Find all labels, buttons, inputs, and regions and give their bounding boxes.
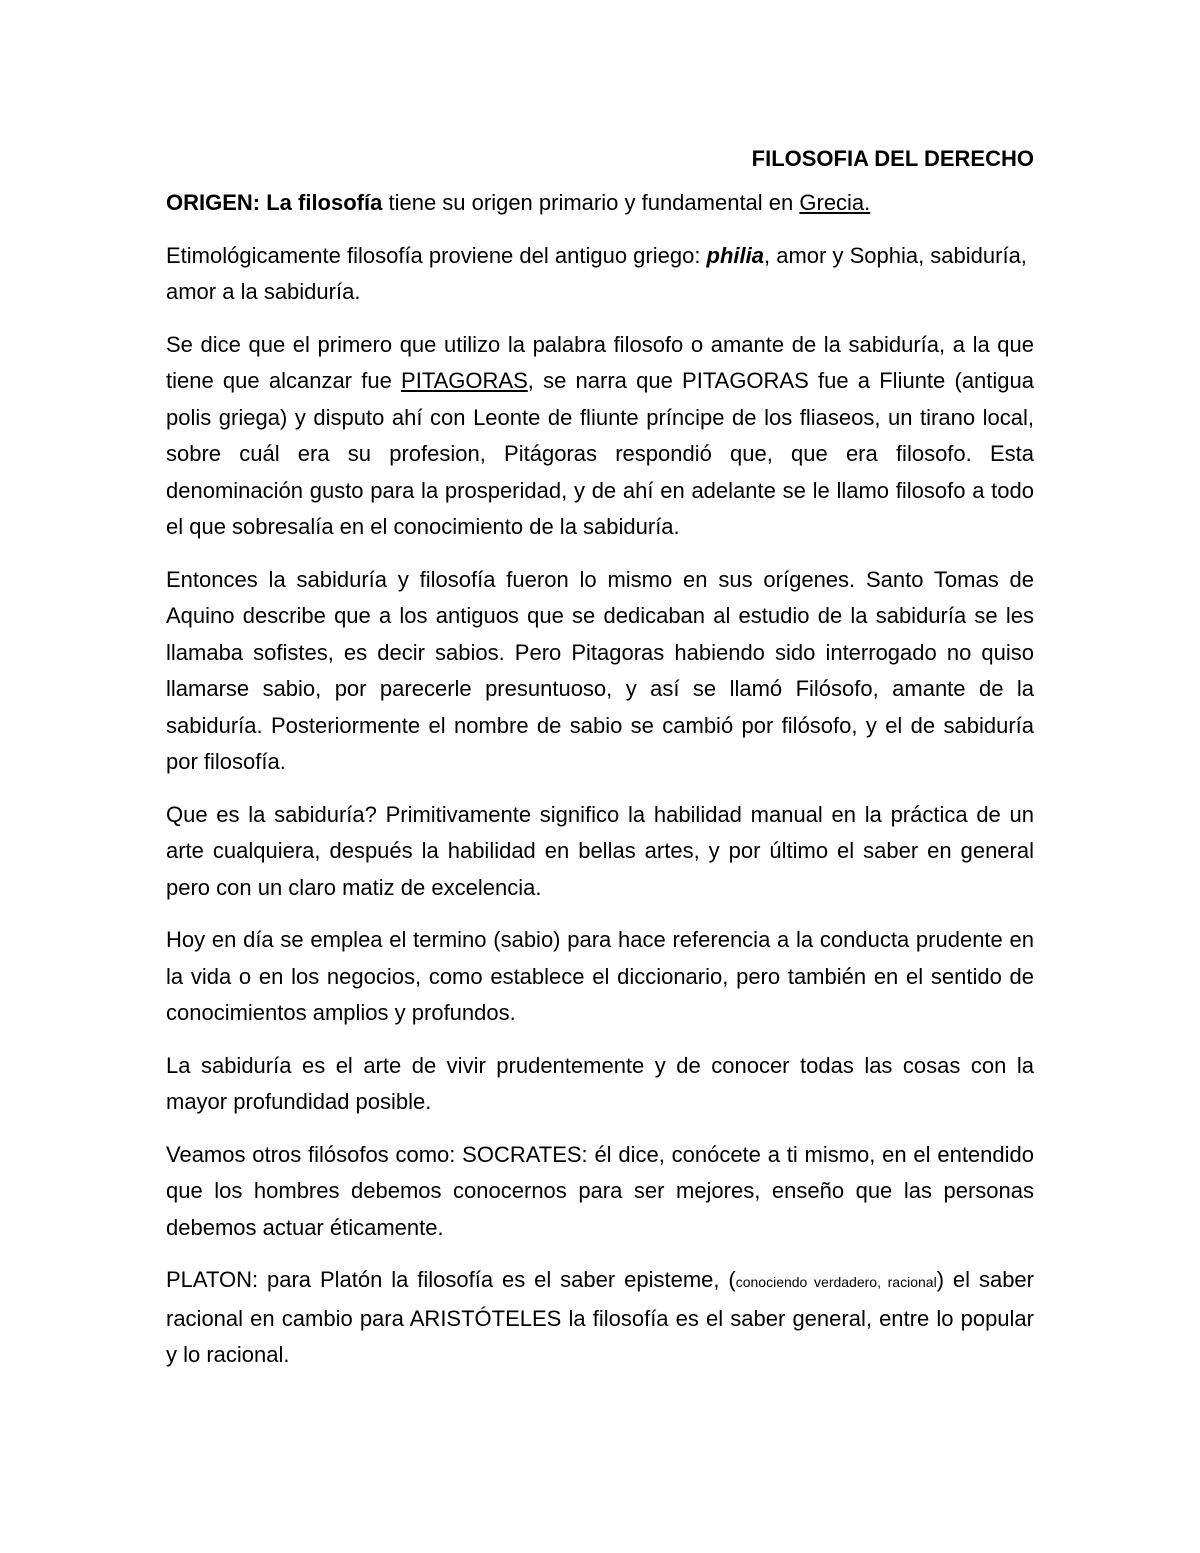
paragraph-socrates: Veamos otros filósofos como: SOCRATES: él dice, conócete a ti mismo, en el entendido que los hombres debemos conocernos para ser mejores, enseño que las personas debemos actuar éticamente. xyxy=(166,1141,1034,1240)
platon-before: PLATON: para Platón la filosofía es el saber episteme, ( xyxy=(166,1267,736,1292)
paragraph-etimologia xyxy=(166,238,1034,311)
platon-after: ) el saber racional en cambio para ARISTÓTELES la filosofía es el saber general, entre lo popular y lo racional. xyxy=(166,1267,1034,1367)
pitagoras-before: Se dice que el primero que utilizo la palabra filosofo o amante de la sabiduría, a la que tiene que alcanzar fue xyxy=(166,331,1034,393)
platon-note: conociendo verdadero, racional xyxy=(735,1274,937,1290)
etimologia-after: , amor y Sophia, sabiduría, amor a la sabiduría. xyxy=(166,242,1027,304)
origen-place: Grecia. xyxy=(799,190,871,215)
paragraph-entonces: Entonces la sabiduría y filosofía fueron lo mismo en sus orígenes. Santo Tomas de Aquino describe que a los antiguos que se dedicaban al estudio de la sabiduría se les llamaba sofistes, es decir sabios. Pero Pitagoras habiendo sido interrogado no quiso llamarse sabio, por parecerle presuntuoso, y así se llamó Filósofo, amante de la sabiduría. Posteriormente el nombre de sabio se cambió por filósofo, y el de sabiduría por filosofía. xyxy=(166,566,1034,774)
paragraph-hoy: Hoy en día se emplea el termino (sabio) para hace referencia a la conducta prudente en la vida o en los negocios, como establece el diccionario, pero también en el sentido de conocimientos amplios y profundos. xyxy=(166,927,1034,1025)
paragraph-que-es: Que es la sabiduría? Primitivamente significo la habilidad manual en la práctica de un arte cualquiera, después la habilidad en bellas artes, y por último el saber en general pero con un claro matiz de excelencia. xyxy=(166,801,1034,900)
etimologia-term: philia xyxy=(706,242,764,268)
origen-text: tiene su origen primario y fundamental en xyxy=(382,190,800,215)
document-body xyxy=(166,140,1034,1390)
paragraph-pitagoras xyxy=(166,327,1034,546)
etimologia-before: Etimológicamente filosofía proviene del antiguo griego: xyxy=(166,242,707,268)
paragraph-origen xyxy=(166,185,1034,222)
paragraph-platon xyxy=(166,1262,1034,1374)
document-title: FILOSOFIA DEL DERECHO xyxy=(751,146,1034,171)
paragraph-sabiduria-arte: La sabiduría es el arte de vivir prudentemente y de conocer todas las cosas con la mayor profundidad posible. xyxy=(166,1052,1034,1114)
pitagoras-name: PITAGORAS xyxy=(401,368,528,393)
origen-label: ORIGEN: La filosofía xyxy=(166,190,383,215)
pitagoras-after: , se narra que PITAGORAS fue a Fliunte (antigua polis griega) y disputo ahí con Leonte de fliunte príncipe de los fliaseos, un tirano local, sobre cuál era su profesion, Pitágoras respondió que, que era filosofo. Esta denominación gusto para la prosperidad, y de ahí en adelante se le llamo filosofo a todo el que sobresalía en el conocimiento de la sabiduría. xyxy=(166,368,1034,539)
